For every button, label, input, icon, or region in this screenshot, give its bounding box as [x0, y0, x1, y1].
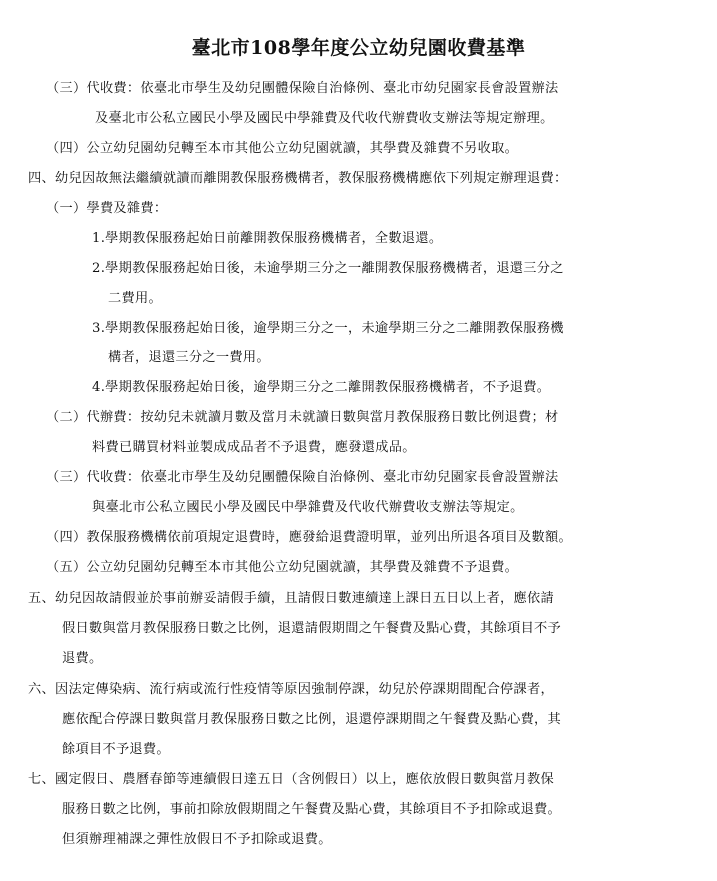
section-6-cont-1: 應依配合停課日數與當月教保服務日數之比例，退還停課期間之午餐費及點心費，其	[62, 712, 562, 727]
section-5-cont-1: 假日數與當月教保服務日數之比例，退還請假期間之午餐費及點心費，其餘項目不予	[62, 621, 562, 636]
document-title: 臺北市108學年度公立幼兒園收費基準	[191, 37, 526, 59]
text-line-3-1: （三）代收費：依臺北市學生及幼兒團體保險自治條例、臺北市幼兒園家長會設置辦法	[46, 81, 559, 96]
section-4-heading: 四、幼兒因故無法繼續就讀而離開教保服務機構者，教保服務機構應依下列規定辦理退費：	[28, 171, 568, 186]
section-6-cont-2: 餘項目不予退費。	[62, 742, 170, 757]
text-line-4-2-cont: 料費已購買材料並製成成品者不予退費，應發還成品。	[92, 440, 416, 455]
item-4: 4.學期教保服務起始日後，逾學期三分之二離開教保服務機構者，不予退費。	[92, 380, 551, 395]
text-line-4-1: （一）學費及雜費：	[46, 201, 168, 216]
item-2-cont: 二費用。	[108, 291, 162, 306]
text-line-4: （四）公立幼兒園幼兒轉至本市其他公立幼兒園就讀，其學費及雜費不另收取。	[46, 141, 519, 156]
section-5-cont-2: 退費。	[62, 651, 103, 666]
section-6-heading: 六、因法定傳染病、流行病或流行性疫情等原因強制停課，幼兒於停課期間配合停課者，	[28, 682, 555, 697]
text-line-3-2: 及臺北市公私立國民小學及國民中學雜費及代收代辦費收支辦法等規定辦理。	[95, 111, 554, 126]
text-line-4-4: （四）教保服務機構依前項規定退費時，應發給退費證明單，並列出所退各項目及數額。	[46, 530, 573, 545]
item-3: 3.學期教保服務起始日後，逾學期三分之一，未逾學期三分之二離開教保服務機	[92, 321, 564, 336]
text-line-4-3-cont: 與臺北市公私立國民小學及國民中學雜費及代收代辦費收支辦法等規定。	[92, 500, 524, 515]
text-line-4-5: （五）公立幼兒園幼兒轉至本市其他公立幼兒園就讀，其學費及雜費不予退費。	[46, 560, 519, 575]
text-line-4-3: （三）代收費：依臺北市學生及幼兒團體保險自治條例、臺北市幼兒園家長會設置辦法	[46, 470, 559, 485]
item-2: 2.學期教保服務起始日後，未逾學期三分之一離開教保服務機構者，退還三分之	[92, 261, 564, 276]
text-line-4-2: （二）代辦費：按幼兒未就讀月數及當月未就讀日數與當月教保服務日數比例退費；材	[46, 410, 559, 425]
item-1: 1.學期教保服務起始日前離開教保服務機構者，全數退還。	[92, 231, 443, 246]
section-7-cont-1: 服務日數之比例，事前扣除放假期間之午餐費及點心費，其餘項目不予扣除或退費。	[62, 802, 562, 817]
item-3-cont: 構者，退還三分之一費用。	[108, 350, 270, 365]
section-5-heading: 五、幼兒因故請假並於事前辦妥請假手續，且請假日數連續達上課日五日以上者，應依請	[28, 591, 555, 606]
section-7-heading: 七、國定假日、農曆春節等連續假日達五日（含例假日）以上，應依放假日數與當月教保	[28, 772, 555, 787]
section-7-cont-2: 但須辦理補課之彈性放假日不予扣除或退費。	[62, 832, 332, 847]
